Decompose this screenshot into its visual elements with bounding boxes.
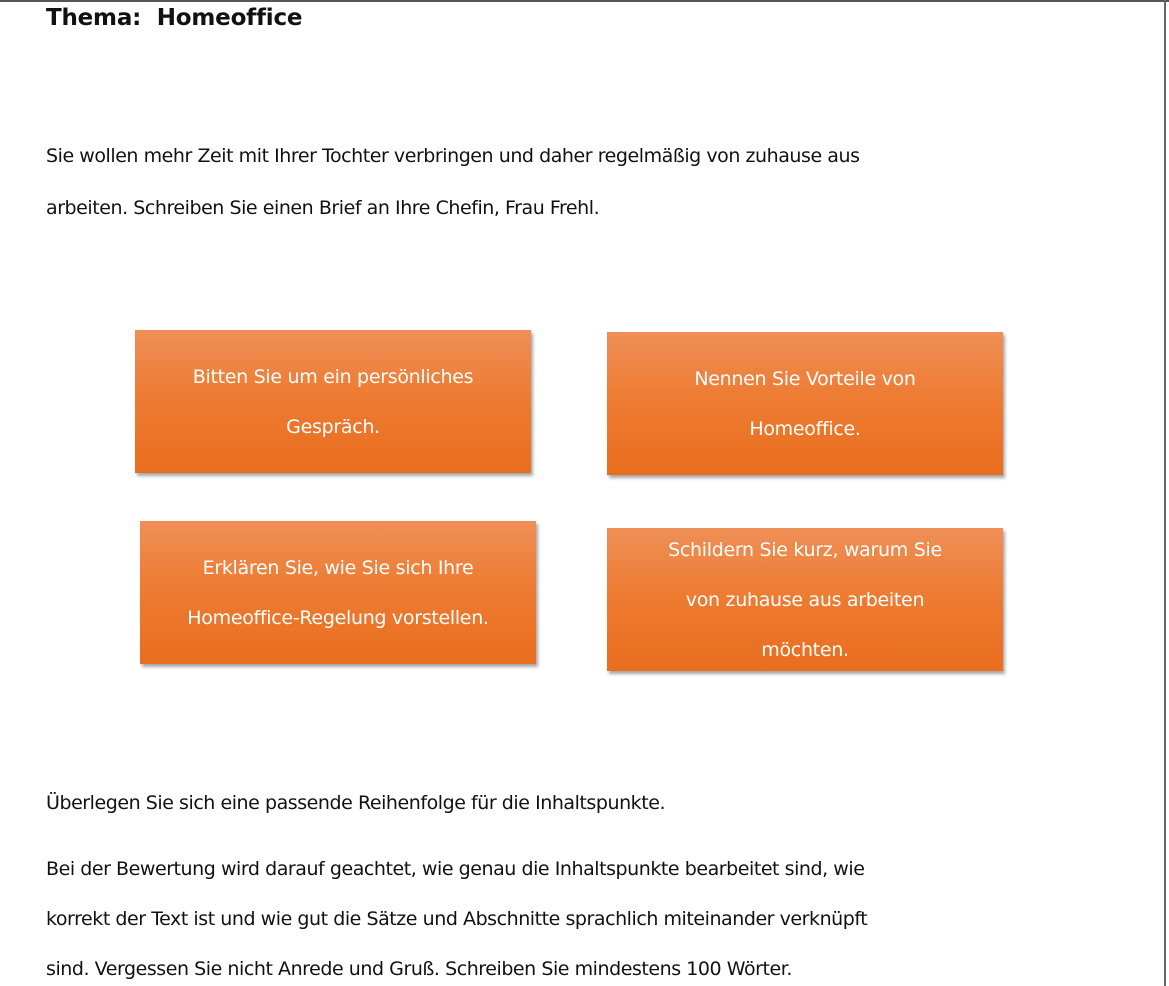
evaluation-line-3: sind. Vergessen Sie nicht Anrede und Gruß. Schreiben Sie mindestens 100 Wörter.: [46, 958, 792, 980]
task-box-line: Schildern Sie kurz, warum Sie: [668, 538, 942, 561]
task-box-vorteile: [607, 332, 1003, 475]
task-box-regelung: [140, 521, 536, 664]
evaluation-line-2: korrekt der Text ist und wie gut die Sätze und Abschnitte sprachlich miteinander verknüpft: [46, 908, 868, 930]
task-box-line: von zuhause aus arbeiten: [685, 588, 925, 611]
evaluation-line-1: Bei der Bewertung wird darauf geachtet, wie genau die Inhaltspunkte bearbeitet sind, wie: [46, 858, 865, 880]
task-box-line: möchten.: [761, 638, 849, 661]
task-box-line: Nennen Sie Vorteile von: [694, 367, 916, 390]
task-box-line: Bitten Sie um ein persönliches: [192, 365, 474, 388]
task-box-persoenliches-gespraech: [135, 330, 531, 473]
task-box-line: Homeoffice-Regelung vorstellen.: [187, 606, 489, 629]
intro-line-1: Sie wollen mehr Zeit mit Ihrer Tochter verbringen und daher regelmäßig von zuhause aus: [46, 145, 860, 167]
intro-line-2: arbeiten. Schreiben Sie einen Brief an Ihre Chefin, Frau Frehl.: [46, 197, 600, 219]
order-note: Überlegen Sie sich eine passende Reihenfolge für die Inhaltspunkte.: [46, 792, 666, 814]
task-box-line: Gespräch.: [286, 415, 380, 438]
task-box-line: Homeoffice.: [749, 417, 861, 440]
task-box-warum: [607, 528, 1003, 671]
page-title: Thema: Homeoffice: [46, 5, 303, 31]
task-box-line: Erklären Sie, wie Sie sich Ihre: [202, 556, 474, 579]
right-border-line: [1164, 0, 1166, 986]
